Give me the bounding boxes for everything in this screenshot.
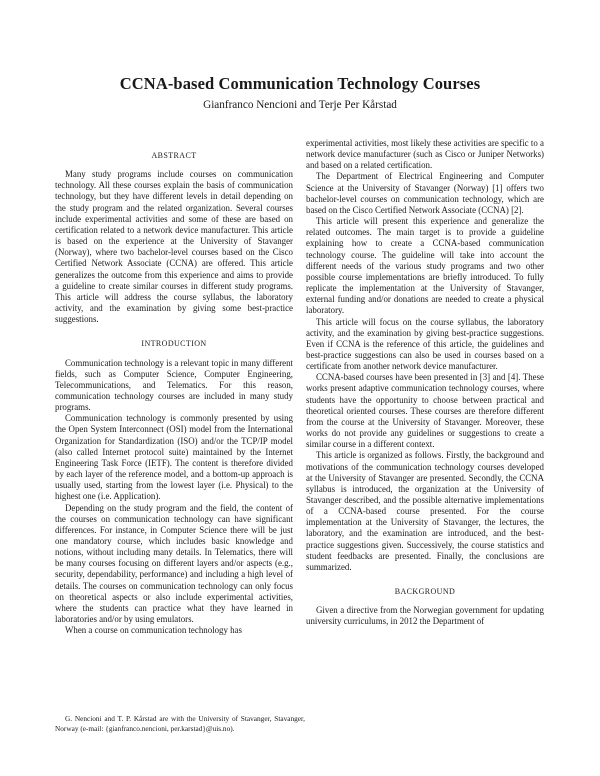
body-paragraph: The Department of Electrical Engineering and Computer Science at the University of Stavanger (Norway) [1] offers two bachelor-level courses on communication technology, which are based on the Cisco Certified Network Associate (CCNA) [2].: [306, 171, 544, 215]
intro-paragraph: Communication technology is a relevant topic in many different fields, such as Computer Science, Computer Engineering, Telecommunications, and Telematics. For this reason, communication technology courses are included in many study programs.: [55, 357, 293, 413]
body-paragraph: CCNA-based courses have been presented in [3] and [4]. These works present adaptive communication technology courses, where students have the opportunity to choose between practical and theoretical oriented courses. These courses are therefore different from the course at the University of Stavanger. Moreover, these works do not provide any guidelines or suggestions to create a similar course in a different context.: [306, 372, 544, 450]
paper-authors: Gianfranco Nencioni and Terje Per Kårstad: [203, 99, 397, 111]
background-paragraph: Given a directive from the Norwegian government for updating university curriculums, in 2012 the Department of: [306, 605, 544, 627]
abstract-text: Many study programs include courses on communication technology. All these courses explain the basis of communication technology, but they have different levels in detail depending on the study program and the related organization. Several courses include experimental activities and some of these are based on certification related to a network device manufacturer. This article is based on the experience at the University of Stavanger (Norway), where two bachelor-level courses based on the Cisco Certified Network Associate (CCNA) are offered. This article generalizes the outcome from this experience and aims to provide a guideline to create similar courses in different study programs. This article will address the course syllabus, the laboratory activity, and the examination by giving some best-practice suggestions.: [55, 169, 293, 325]
intro-paragraph: Communication technology is commonly presented by using the Open System Interconnect (OSI) model from the International Organization for Standardization (ISO) and/or the TCP/IP model (also called Internet protocol suite) maintained by the Internet Engineering Task Force (IETF). The content is therefore divided by each layer of the reference model, and a bottom-up approach is usually used, starting from the lowest layer (i.e. Physical) to the highest one (i.e. Application).: [55, 413, 293, 502]
right-column: [306, 138, 544, 628]
background-heading: BACKGROUND: [394, 587, 456, 597]
body-paragraph: experimental activities, most likely these activities are specific to a network device manufacturer (such as Cisco or Juniper Networks) and based on a related certification.: [306, 138, 544, 171]
introduction-heading: INTRODUCTION: [141, 339, 207, 349]
left-column: [55, 150, 293, 636]
author-footnote: G. Nencioni and T. P. Kårstad are with the University of Stavanger, Stavanger, Norway (e-mail: {gianfranco.nencioni, per.karstad}@uis.no).: [55, 714, 305, 733]
abstract-heading: ABSTRACT: [151, 151, 197, 160]
paper-title: CCNA-based Communication Technology Courses: [119, 74, 481, 93]
body-paragraph: This article will focus on the course syllabus, the laboratory activity, and the examination by giving best-practice suggestions. Even if CCNA is the reference of this article, the guidelines and best-practice suggestions can also be used in courses based on a certificate from another network device manufacturer.: [306, 316, 544, 372]
body-paragraph: This article is organized as follows. Firstly, the background and motivations of the communication technology courses developed at the University of Stavanger are presented. Secondly, the CCNA syllabus is introduced, the organization at the University of Stavanger described, and the possible alternative implementations of a CCNA-based course presented. For the course implementation at the University of Stavanger, the lectures, the laboratory, and the examination are introduced, and the best-practice suggestions given. Successively, the course statistics and student feedbacks are presented. Finally, the conclusions are summarized.: [306, 450, 544, 572]
intro-paragraph: Depending on the study program and the field, the content of the courses on communication technology can have significant differences. For instance, in Computer Science there will be just one mandatory course, which includes basic knowledge and notions, without including many details. In Telematics, there will be many courses focusing on different layers and/or aspects (e.g., security, dependability, performance) and including a high level of details. The courses on communication technology can only focus on theoretical aspects or also include experimental activities, where the students can practice what they have learned in laboratories and/or by using emulators.: [55, 502, 293, 625]
intro-paragraph: When a course on communication technology has: [65, 625, 242, 636]
body-paragraph: This article will present this experience and generalize the related outcomes. The main target is to provide a guideline explaining how to create a CCNA-based communication technology course. The guideline will take into account the different needs of the various study programs and two other possible course implementations are briefly introduced. To fully replicate the implementation at the University of Stavanger, external funding and/or donations are needed to create a physical laboratory.: [306, 216, 544, 316]
